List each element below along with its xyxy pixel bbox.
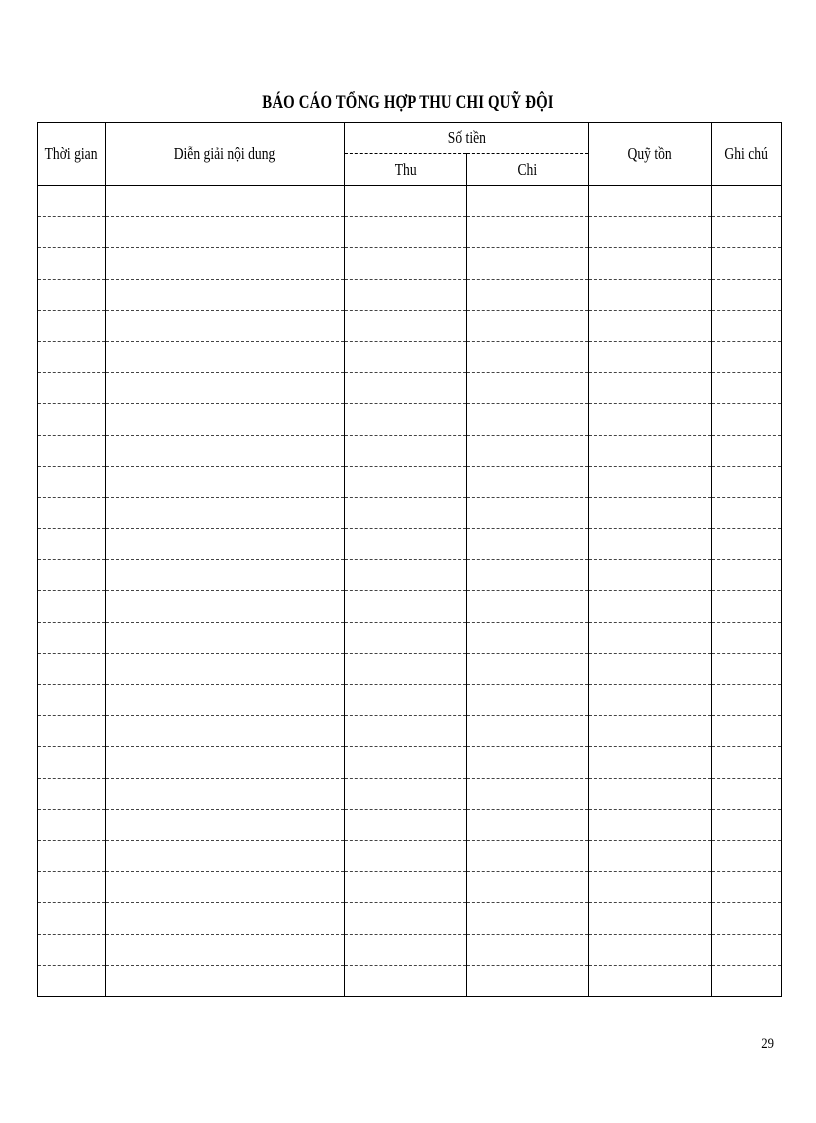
cell-expense[interactable] [467, 840, 589, 871]
table-row [38, 186, 782, 217]
cell-income[interactable] [345, 934, 467, 965]
page-number: 29 [761, 1036, 774, 1052]
cell-note[interactable] [712, 497, 782, 528]
report-title: BÁO CÁO TỔNG HỢP THU CHI QUỸ ĐỘI [262, 92, 554, 113]
cell-balance[interactable] [589, 248, 712, 279]
cell-time[interactable] [38, 622, 106, 653]
table-row [38, 747, 782, 778]
cell-expense[interactable] [467, 778, 589, 809]
cell-time[interactable] [38, 497, 106, 528]
cell-description[interactable] [106, 497, 345, 528]
cell-income[interactable] [345, 466, 467, 497]
table-row [38, 653, 782, 684]
table-row [38, 373, 782, 404]
cell-time[interactable] [38, 310, 106, 341]
cell-balance[interactable] [589, 591, 712, 622]
cell-note[interactable] [712, 217, 782, 248]
cell-time[interactable] [38, 404, 106, 435]
table-row [38, 466, 782, 497]
cell-income[interactable] [345, 341, 467, 372]
cell-expense[interactable] [467, 934, 589, 965]
table-row [38, 872, 782, 903]
table-row [38, 903, 782, 934]
cell-note[interactable] [712, 341, 782, 372]
cell-description[interactable] [106, 716, 345, 747]
cell-description[interactable] [106, 840, 345, 871]
cell-note[interactable] [712, 872, 782, 903]
table-row [38, 341, 782, 372]
cell-note[interactable] [712, 310, 782, 341]
cell-description[interactable] [106, 341, 345, 372]
cell-income[interactable] [345, 716, 467, 747]
cell-note[interactable] [712, 809, 782, 840]
cell-note[interactable] [712, 965, 782, 996]
column-header-time: Thời gian [38, 123, 106, 186]
cell-expense[interactable] [467, 186, 589, 217]
cell-expense[interactable] [467, 310, 589, 341]
table-header [38, 123, 782, 186]
cell-time[interactable] [38, 840, 106, 871]
cell-note[interactable] [712, 778, 782, 809]
cell-income[interactable] [345, 404, 467, 435]
cell-description[interactable] [106, 466, 345, 497]
cell-time[interactable] [38, 903, 106, 934]
cell-time[interactable] [38, 872, 106, 903]
cell-balance[interactable] [589, 685, 712, 716]
cell-income[interactable] [345, 217, 467, 248]
cell-description[interactable] [106, 186, 345, 217]
cell-balance[interactable] [589, 560, 712, 591]
cell-time[interactable] [38, 685, 106, 716]
cell-note[interactable] [712, 529, 782, 560]
cell-description[interactable] [106, 279, 345, 310]
cell-note[interactable] [712, 373, 782, 404]
cell-balance[interactable] [589, 279, 712, 310]
cell-balance[interactable] [589, 747, 712, 778]
table-row [38, 965, 782, 996]
cell-balance[interactable] [589, 653, 712, 684]
table-row [38, 404, 782, 435]
cell-expense[interactable] [467, 529, 589, 560]
cell-time[interactable] [38, 248, 106, 279]
cell-note[interactable] [712, 435, 782, 466]
table-row [38, 591, 782, 622]
cell-description[interactable] [106, 809, 345, 840]
fund-report-table [37, 122, 782, 997]
cell-description[interactable] [106, 248, 345, 279]
cell-balance[interactable] [589, 716, 712, 747]
cell-expense[interactable] [467, 622, 589, 653]
cell-note[interactable] [712, 840, 782, 871]
cell-income[interactable] [345, 529, 467, 560]
cell-income[interactable] [345, 809, 467, 840]
cell-expense[interactable] [467, 279, 589, 310]
cell-expense[interactable] [467, 903, 589, 934]
cell-description[interactable] [106, 435, 345, 466]
cell-time[interactable] [38, 934, 106, 965]
cell-income[interactable] [345, 872, 467, 903]
cell-income[interactable] [345, 310, 467, 341]
cell-income[interactable] [345, 435, 467, 466]
cell-balance[interactable] [589, 840, 712, 871]
cell-time[interactable] [38, 809, 106, 840]
cell-expense[interactable] [467, 248, 589, 279]
cell-time[interactable] [38, 279, 106, 310]
table-row [38, 685, 782, 716]
column-header-description: Diễn giải nội dung [106, 123, 345, 186]
cell-expense[interactable] [467, 809, 589, 840]
cell-balance[interactable] [589, 466, 712, 497]
cell-expense[interactable] [467, 435, 589, 466]
cell-time[interactable] [38, 560, 106, 591]
cell-description[interactable] [106, 685, 345, 716]
cell-balance[interactable] [589, 404, 712, 435]
table-row [38, 840, 782, 871]
cell-time[interactable] [38, 591, 106, 622]
cell-income[interactable] [345, 903, 467, 934]
cell-time[interactable] [38, 778, 106, 809]
cell-note[interactable] [712, 622, 782, 653]
cell-income[interactable] [345, 778, 467, 809]
cell-description[interactable] [106, 872, 345, 903]
table-row [38, 809, 782, 840]
cell-income[interactable] [345, 373, 467, 404]
table-row [38, 497, 782, 528]
cell-note[interactable] [712, 591, 782, 622]
cell-note[interactable] [712, 404, 782, 435]
cell-expense[interactable] [467, 466, 589, 497]
table-row [38, 934, 782, 965]
cell-balance[interactable] [589, 217, 712, 248]
cell-time[interactable] [38, 217, 106, 248]
cell-balance[interactable] [589, 373, 712, 404]
cell-note[interactable] [712, 653, 782, 684]
cell-expense[interactable] [467, 965, 589, 996]
column-header-note: Ghi chú [712, 123, 782, 186]
cell-balance[interactable] [589, 965, 712, 996]
table-row [38, 279, 782, 310]
cell-note[interactable] [712, 903, 782, 934]
cell-expense[interactable] [467, 560, 589, 591]
cell-expense[interactable] [467, 747, 589, 778]
cell-balance[interactable] [589, 778, 712, 809]
cell-time[interactable] [38, 435, 106, 466]
cell-balance[interactable] [589, 435, 712, 466]
cell-expense[interactable] [467, 497, 589, 528]
cell-note[interactable] [712, 186, 782, 217]
cell-description[interactable] [106, 310, 345, 341]
cell-balance[interactable] [589, 903, 712, 934]
cell-expense[interactable] [467, 716, 589, 747]
table-body [38, 186, 782, 997]
cell-balance[interactable] [589, 341, 712, 372]
cell-expense[interactable] [467, 341, 589, 372]
cell-description[interactable] [106, 404, 345, 435]
cell-note[interactable] [712, 685, 782, 716]
cell-description[interactable] [106, 934, 345, 965]
cell-description[interactable] [106, 965, 345, 996]
column-header-balance: Quỹ tồn [589, 123, 712, 186]
table-row [38, 217, 782, 248]
cell-note[interactable] [712, 248, 782, 279]
cell-income[interactable] [345, 186, 467, 217]
cell-balance[interactable] [589, 310, 712, 341]
column-header-income: Thu [345, 154, 467, 186]
cell-income[interactable] [345, 279, 467, 310]
table-row [38, 716, 782, 747]
table-row [38, 560, 782, 591]
cell-time[interactable] [38, 341, 106, 372]
cell-time[interactable] [38, 529, 106, 560]
cell-expense[interactable] [467, 872, 589, 903]
column-header-amount-group: Số tiền [345, 123, 589, 154]
cell-expense[interactable] [467, 653, 589, 684]
cell-description[interactable] [106, 373, 345, 404]
cell-income[interactable] [345, 497, 467, 528]
cell-note[interactable] [712, 747, 782, 778]
cell-note[interactable] [712, 934, 782, 965]
cell-description[interactable] [106, 778, 345, 809]
cell-time[interactable] [38, 965, 106, 996]
cell-time[interactable] [38, 466, 106, 497]
cell-balance[interactable] [589, 622, 712, 653]
cell-income[interactable] [345, 747, 467, 778]
cell-time[interactable] [38, 653, 106, 684]
cell-income[interactable] [345, 622, 467, 653]
cell-note[interactable] [712, 716, 782, 747]
cell-balance[interactable] [589, 809, 712, 840]
cell-expense[interactable] [467, 373, 589, 404]
cell-income[interactable] [345, 653, 467, 684]
cell-expense[interactable] [467, 685, 589, 716]
cell-balance[interactable] [589, 497, 712, 528]
cell-time[interactable] [38, 186, 106, 217]
table-row [38, 248, 782, 279]
cell-note[interactable] [712, 279, 782, 310]
table-row [38, 310, 782, 341]
cell-expense[interactable] [467, 591, 589, 622]
table-row [38, 529, 782, 560]
cell-description[interactable] [106, 529, 345, 560]
cell-income[interactable] [345, 685, 467, 716]
column-header-expense: Chi [467, 154, 589, 186]
table-row [38, 435, 782, 466]
cell-description[interactable] [106, 591, 345, 622]
cell-balance[interactable] [589, 186, 712, 217]
cell-income[interactable] [345, 965, 467, 996]
cell-note[interactable] [712, 466, 782, 497]
cell-expense[interactable] [467, 404, 589, 435]
cell-description[interactable] [106, 560, 345, 591]
table-row [38, 778, 782, 809]
cell-time[interactable] [38, 373, 106, 404]
cell-description[interactable] [106, 217, 345, 248]
table-row [38, 622, 782, 653]
cell-income[interactable] [345, 248, 467, 279]
cell-balance[interactable] [589, 872, 712, 903]
cell-description[interactable] [106, 903, 345, 934]
cell-time[interactable] [38, 747, 106, 778]
cell-time[interactable] [38, 716, 106, 747]
cell-balance[interactable] [589, 934, 712, 965]
cell-description[interactable] [106, 622, 345, 653]
cell-note[interactable] [712, 560, 782, 591]
cell-description[interactable] [106, 747, 345, 778]
cell-balance[interactable] [589, 529, 712, 560]
cell-expense[interactable] [467, 217, 589, 248]
cell-income[interactable] [345, 840, 467, 871]
cell-income[interactable] [345, 560, 467, 591]
cell-income[interactable] [345, 591, 467, 622]
cell-description[interactable] [106, 653, 345, 684]
